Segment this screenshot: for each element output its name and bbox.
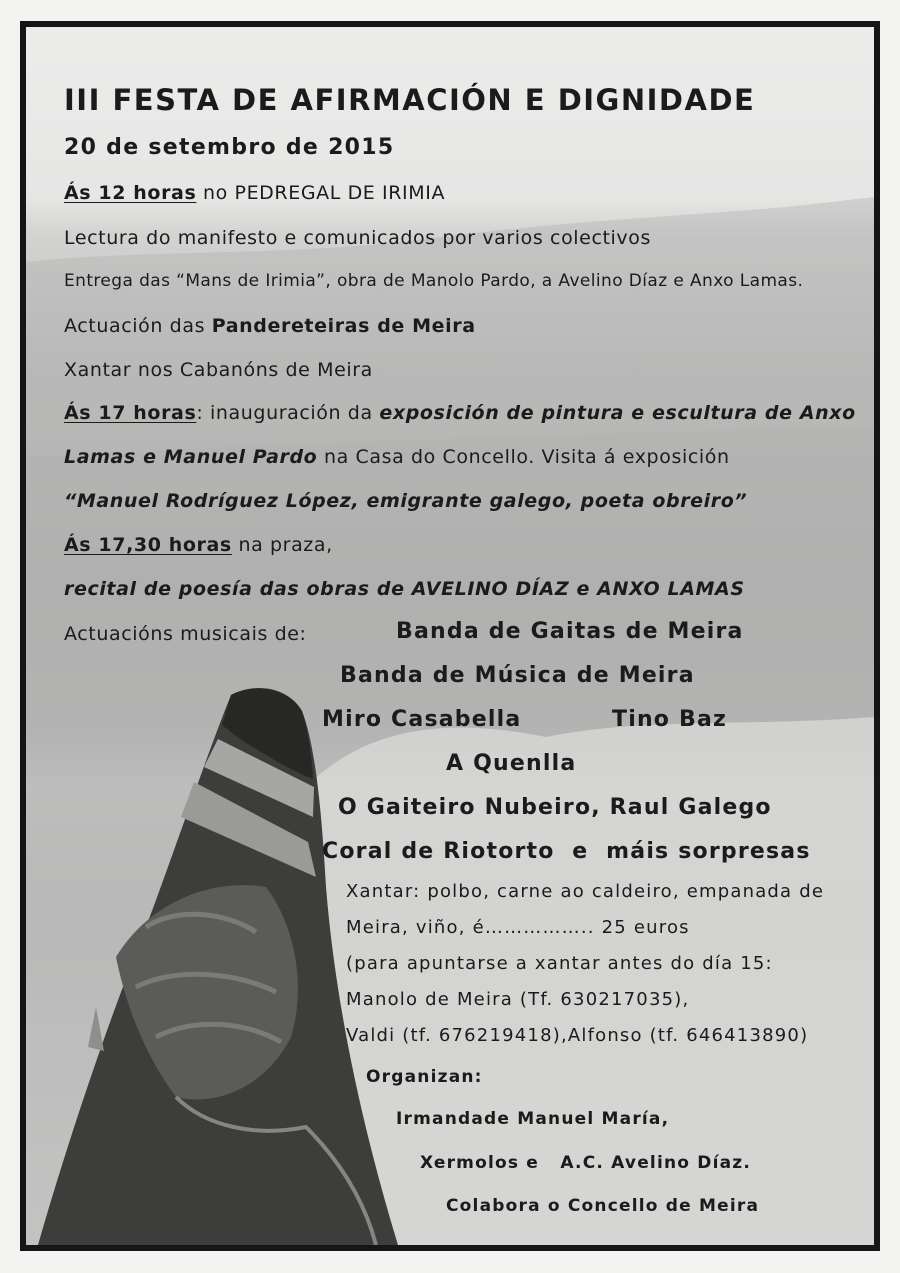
organizer-1: Irmandade Manuel María, <box>396 1109 670 1129</box>
time-1730: Ás 17,30 horas <box>64 534 232 556</box>
act-coral-riotorto: Coral de Riotorto e máis sorpresas <box>322 839 811 864</box>
line7-text: na Casa do Concello. Visita á exposición <box>317 446 730 468</box>
act-a-quenlla: A Quenlla <box>446 751 577 776</box>
xantar-line-4: Manolo de Meira (Tf. 630217035), <box>346 989 690 1010</box>
act-banda-gaitas: Banda de Gaitas de Meira <box>396 619 744 644</box>
schedule-line-7 <box>64 446 730 468</box>
location-text: no PEDREGAL DE IRIMIA <box>196 182 446 204</box>
collaborator-line: Colabora o Concello de Meira <box>446 1196 760 1216</box>
schedule-line-3: Entrega das “Mans de Irimia”, obra de Manolo Pardo, a Avelino Díaz e Anxo Lamas. <box>64 271 804 291</box>
time-17: Ás 17 horas <box>64 402 197 424</box>
organizer-2: Xermolos e A.C. Avelino Díaz. <box>420 1153 752 1173</box>
xantar-line-1: Xantar: polbo, carne ao caldeiro, empanada de <box>346 881 825 902</box>
xantar-line-2: Meira, viño, é…………….. 25 euros <box>346 917 690 938</box>
schedule-line-4 <box>64 315 476 337</box>
line4-text: Actuación das <box>64 315 212 337</box>
schedule-line-10: recital de poesía das obras de AVELINO DÍAZ e ANXO LAMAS <box>64 578 745 600</box>
act-miro-casabella: Miro Casabella <box>322 707 522 732</box>
schedule-line-2: Lectura do manifesto e comunicados por varios colectivos <box>64 227 652 249</box>
music-label: Actuacións musicais de: <box>64 623 307 645</box>
artists-name: Lamas e Manuel Pardo <box>64 446 318 468</box>
pandereteiras-name: Pandereteiras de Meira <box>211 315 476 337</box>
xantar-line-3: (para apuntarse a xantar antes do día 15: <box>346 953 773 974</box>
schedule-line-8: “Manuel Rodríguez López, emigrante galego, poeta obreiro” <box>64 490 748 512</box>
poster-frame <box>20 21 880 1251</box>
schedule-line-1 <box>64 182 445 204</box>
event-date: 20 de setembro de 2015 <box>64 135 395 160</box>
act-gaiteiro-nubeiro: O Gaiteiro Nubeiro, Raul Galego <box>338 795 772 820</box>
poster-title: III FESTA DE AFIRMACIÓN E DIGNIDADE <box>64 83 756 117</box>
schedule-line-9 <box>64 534 333 556</box>
act-tino-baz: Tino Baz <box>612 707 728 732</box>
line9-text: na praza, <box>231 534 333 556</box>
schedule-line-6 <box>64 402 856 424</box>
organizers-label: Organizan: <box>366 1067 483 1087</box>
line6-text: : inauguración da <box>196 402 380 424</box>
schedule-line-5: Xantar nos Cabanóns de Meira <box>64 359 373 381</box>
exhibition-title: exposición de pintura e escultura de Anxo <box>379 402 856 424</box>
act-banda-musica: Banda de Música de Meira <box>340 663 695 688</box>
xantar-line-5: Valdi (tf. 676219418),Alfonso (tf. 646413890) <box>346 1025 809 1046</box>
time-12: Ás 12 horas <box>64 182 197 204</box>
